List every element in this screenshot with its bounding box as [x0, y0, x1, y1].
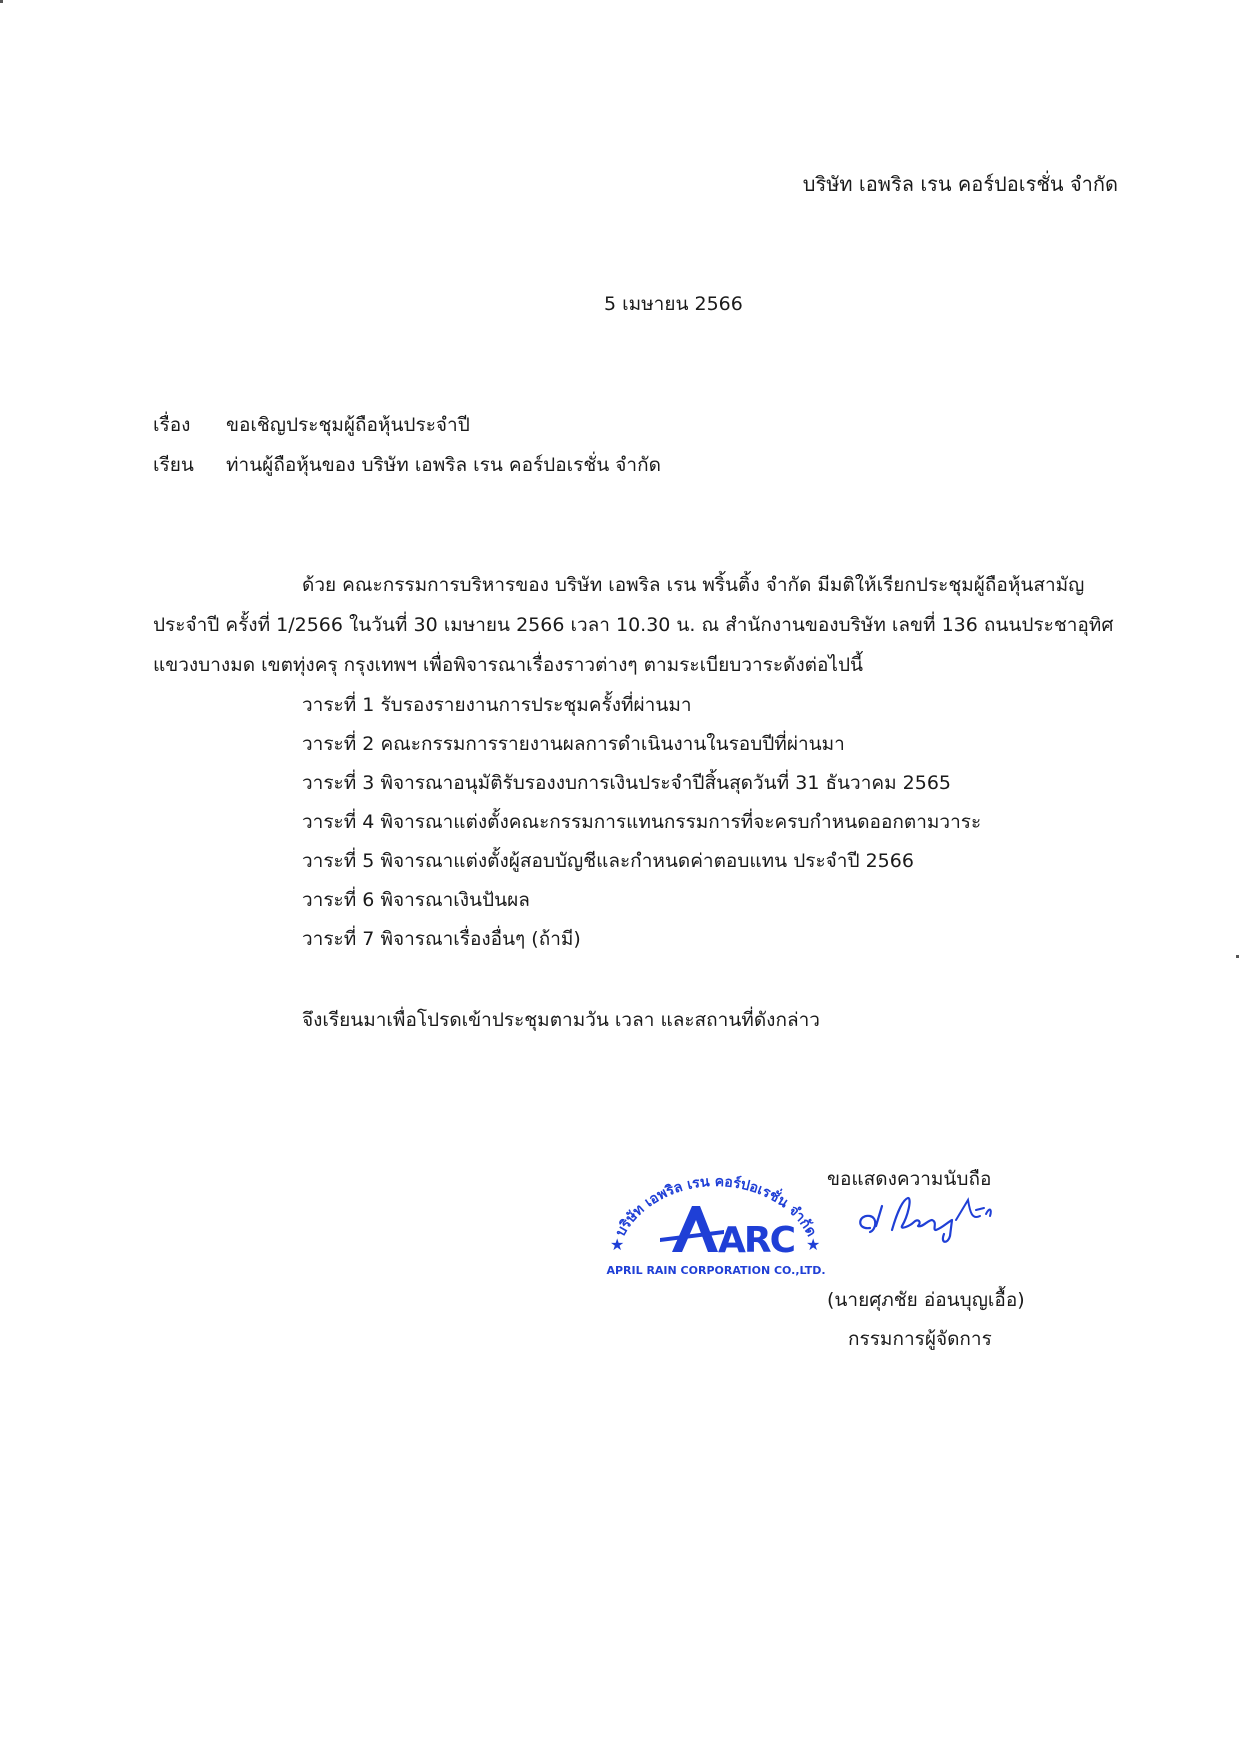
agenda-item: วาระที่ 1 รับรองรายงานการประชุมครั้งที่ผ่านมา [302, 694, 692, 716]
scan-speck [0, 0, 3, 3]
body-line: แขวงบางมด เขตทุ่งครุ กรุงเทพฯ เพื่อพิจารณาเรื่องราวต่างๆ ตามระเบียบวาระดังต่อไปนี้ [153, 654, 864, 676]
company-header: บริษัท เอพริล เรน คอร์ปอเรชั่น จำกัด [802, 172, 1118, 196]
agenda-item: วาระที่ 3 พิจารณาอนุมัติรับรองงบการเงินประจำปีสิ้นสุดวันที่ 31 ธันวาคม 2565 [302, 772, 952, 794]
recipient-value: ท่านผู้ถือหุ้นของ บริษัท เอพริล เรน คอร์ปอเรชั่น จำกัด [226, 454, 661, 476]
subject-value: ขอเชิญประชุมผู้ถือหุ้นประจำปี [226, 414, 470, 436]
seal-arc-text: บริษัท เอพริล เรน คอร์ปอเรชั่น จำกัด [612, 1173, 820, 1240]
star-icon: ★ [610, 1235, 625, 1254]
handwritten-signature [852, 1186, 1012, 1256]
closing-text: จึงเรียนมาเพื่อโปรดเข้าประชุมตามวัน เวลา และสถานที่ดังกล่าว [302, 1009, 820, 1031]
body-line: ด้วย คณะกรรมการบริหารของ บริษัท เอพริล เรน พริ้นติ้ง จำกัด มีมติให้เรียกประชุมผู้ถือหุ้นสามัญ [302, 574, 1085, 596]
seal-logo-text: ARC [718, 1220, 795, 1261]
agenda-item: วาระที่ 2 คณะกรรมการรายงานผลการดำเนินงานในรอบปีที่ผ่านมา [302, 733, 845, 755]
agenda-item: วาระที่ 6 พิจารณาเงินปันผล [302, 889, 530, 911]
signatory-name: (นายศุภชัย อ่อนบุญเอื้อ) [827, 1289, 1025, 1311]
signatory-position: กรรมการผู้จัดการ [848, 1328, 992, 1350]
scan-speck [1236, 955, 1239, 958]
recipient-label: เรียน [153, 454, 194, 476]
agenda-item: วาระที่ 5 พิจารณาแต่งตั้งผู้สอบบัญชีและกำหนดค่าตอบแทน ประจำปี 2566 [302, 850, 914, 872]
seal-english-name: APRIL RAIN CORPORATION CO.,LTD. [606, 1264, 826, 1277]
regards-text: ขอแสดงความนับถือ [827, 1168, 992, 1190]
star-icon: ★ [806, 1235, 821, 1254]
logo-swoosh [660, 1230, 724, 1242]
letter-date: 5 เมษายน 2566 [604, 293, 743, 315]
body-line: ประจำปี ครั้งที่ 1/2566 ในวันที่ 30 เมษายน 2566 เวลา 10.30 น. ณ สำนักงานของบริษัท เลขที่ 136 ถนนประชาอุทิศ [153, 614, 1114, 636]
subject-label: เรื่อง [153, 414, 191, 436]
company-seal [600, 1168, 832, 1288]
agenda-item: วาระที่ 7 พิจารณาเรื่องอื่นๆ (ถ้ามี) [302, 928, 581, 950]
agenda-item: วาระที่ 4 พิจารณาแต่งตั้งคณะกรรมการแทนกรรมการที่จะครบกำหนดออกตามวาระ [302, 811, 982, 833]
logo-a-shape [672, 1206, 718, 1252]
